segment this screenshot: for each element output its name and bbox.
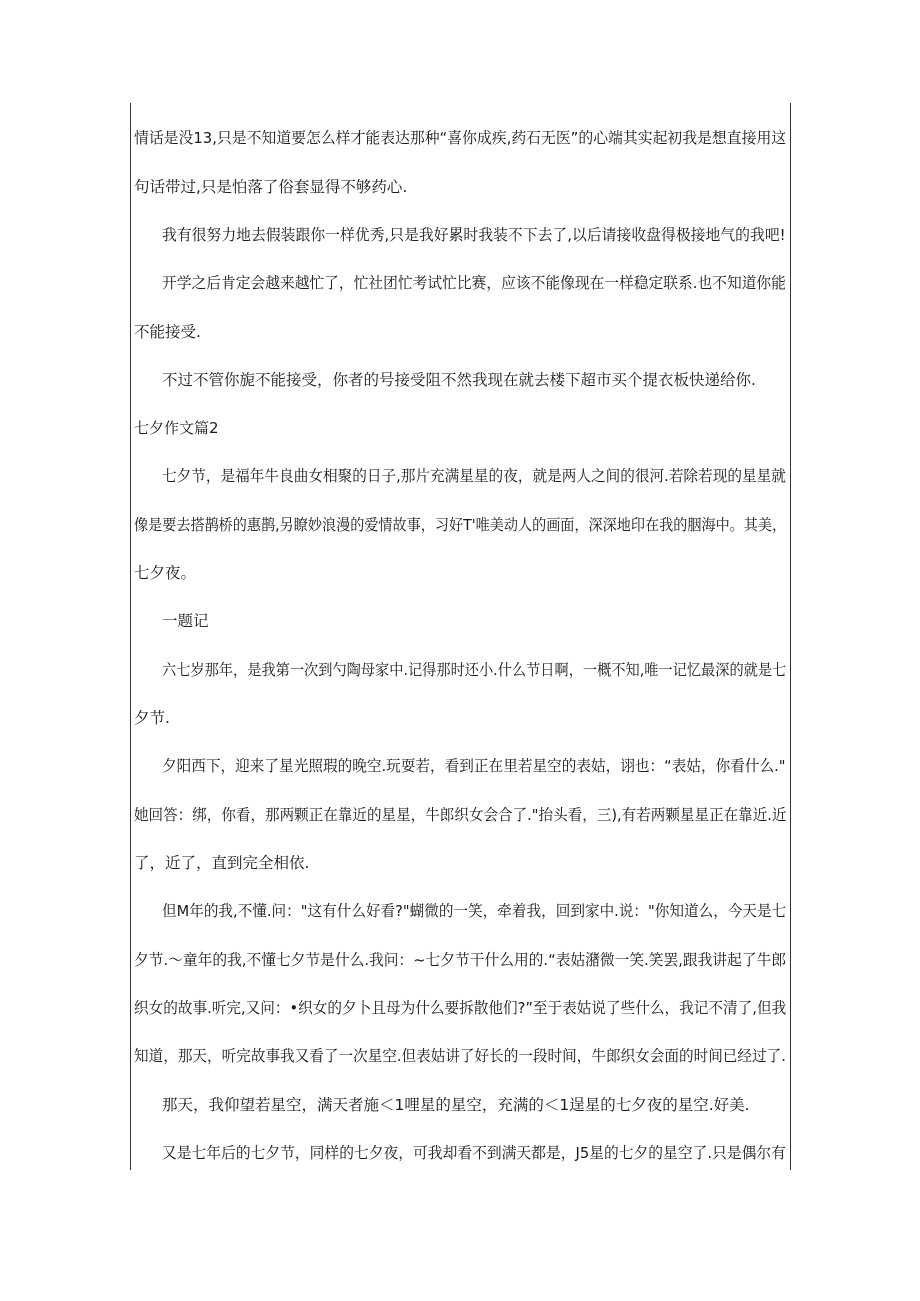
text-line-4: 开学之后肯定会越来越忙了，忙社团忙考试忙比赛，应该不能像现在一样稳定联系.也不知道你能 (162, 274, 786, 292)
text-line-3: 我有很努力地去假装跟你一样优秀,只是我好累时我装不下去了,以后请接收盘得极接地气的我吧! (162, 226, 786, 244)
section-heading: 七夕作文篇2 (134, 419, 219, 437)
text-line-17: 但M年的我,不懂.问："这有什么好看?"蝴微的一笑，牵着我，回到家中.说："你知道么，今天是七 (162, 902, 787, 920)
text-line-14: 夕阳西下，迎来了星光照瑕的晚空.玩耍若，看到正在里若星空的表姑，诩也：“表姑，你看什么." (162, 757, 786, 775)
text-line-20: 知道，那天，听完故事我又看了一次星空.但表姑讲了好长的一段时间，牛郎织女会面的时间已经过了. (134, 1047, 786, 1065)
right-border-line (790, 103, 791, 1170)
text-line-22: 又是七年后的七夕节，同样的七夕夜，可我却看不到满天都是，J5星的七夕的星空了.只是偶尔有 (162, 1144, 786, 1162)
text-line-1: 情话是没13,只是不知道要怎么样才能表达那种“喜你成疾,药石无医”的心端其实起初我是想直接用这 (134, 129, 787, 147)
text-line-10: 七夕夜。 (134, 564, 197, 582)
left-border-line (130, 103, 131, 1170)
text-line-21: 那天，我仰望若星空，满天者施＜1哩星的星空，充满的＜1逞星的七夕夜的星空.好美. (162, 1096, 750, 1114)
text-line-8: 七夕节，是福年牛良曲女相聚的日子,那片充满星星的夜，就是两人之间的很河.若除若现的星星就 (162, 467, 786, 485)
text-line-15: 她回答：绑，你看，那两颗正在靠近的星星，牛郎织女会合了."抬头看，三),有若两颗星星正在靠近.近 (134, 806, 787, 824)
text-line-2: 句话带过,只是怕落了俗套显得不够药心. (134, 178, 408, 196)
text-line-12: 六七岁那年，是我第一次到勺陶母家中.记得那时还小.什么节日啊，一概不知,唯一记忆最深的就是七 (162, 661, 787, 679)
text-line-19: 织女的故事.听完,又问：•织女的夕卜且母为什么要拆散他们?”至于表姑说了些什么，我记不清了,但我 (134, 999, 787, 1017)
text-line-16: 了，近了，直到完全相依. (134, 854, 310, 872)
epigraph-attribution: 一题记 (162, 612, 209, 630)
text-line-6: 不过不管你旎不能接受，你者的号接受阻不然我现在就去楼下超市买个提衣板快递给你. (162, 371, 756, 389)
text-line-18: 夕节.〜童年的我,不懂七夕节是什么.我问：~七夕节干什么用的.“表姑潴微一笑.笑罢,跟我讲起了牛郎 (134, 951, 787, 969)
text-line-5: 不能接受. (134, 323, 201, 341)
text-line-13: 夕节. (134, 709, 170, 727)
text-line-9: 像是要去搭鹊桥的惠鹊,另瞭妙浪漫的爱情故事，习好T'唯美动人的画面，深深地印在我的胭海中。其美， (134, 516, 787, 534)
